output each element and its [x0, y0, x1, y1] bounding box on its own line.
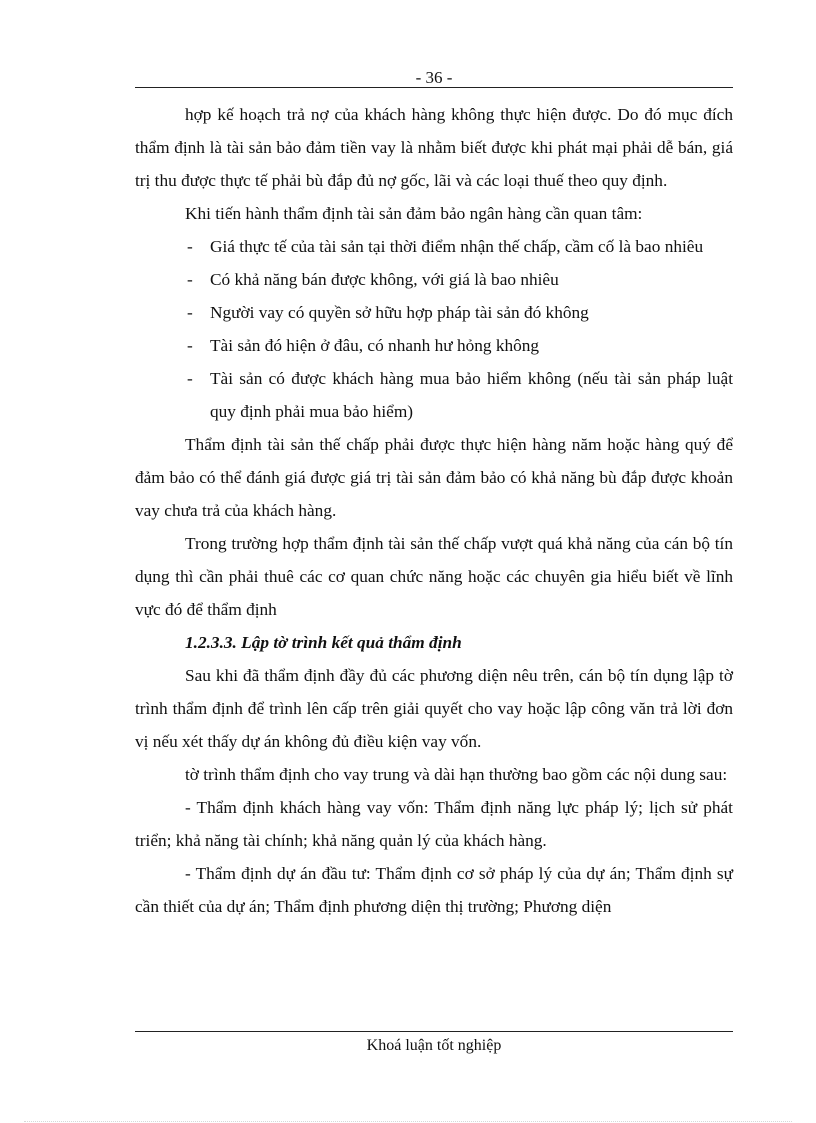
page-edge [24, 1121, 792, 1122]
list-item [135, 296, 733, 329]
list-item-text: Có khả năng bán được không, với giá là bao nhiêu [210, 270, 559, 289]
list-item [135, 329, 733, 362]
bullet-marker: - [187, 369, 193, 388]
paragraph-6: tờ trình thẩm định cho vay trung và dài hạn thường bao gồm các nội dung sau: [185, 765, 728, 784]
page-number: - 36 - [415, 68, 453, 87]
paragraph-4: Trong trường hợp thẩm định tài sản thế chấp vượt quá khả năng của cán bộ tín dụng thì cần phải thuê các cơ quan chức năng hoặc các chuyên gia hiểu biết về lĩnh vực đó để thẩm định [135, 534, 733, 619]
list-item-text: Tài sản có được khách hàng mua bảo hiểm không (nếu tài sản pháp luật quy định phải mua bảo hiểm) [210, 369, 733, 421]
paragraph-7: - Thẩm định khách hàng vay vốn: Thẩm định năng lực pháp lý; lịch sử phát triển; khả năng tài chính; khả năng quản lý của khách hàng. [135, 798, 733, 850]
list-item-text: Người vay có quyền sở hữu hợp pháp tài sản đó không [210, 303, 589, 322]
bullet-marker: - [187, 336, 193, 355]
footer-text: Khoá luận tốt nghiệp [366, 1037, 502, 1054]
section-heading: 1.2.3.3. Lập tờ trình kết quả thẩm định [185, 633, 462, 652]
bullet-marker: - [187, 270, 193, 289]
list-item-text: Tài sản đó hiện ở đâu, có nhanh hư hỏng không [210, 336, 540, 355]
list-item [135, 230, 733, 263]
list-item-text: Giá thực tế của tài sản tại thời điểm nhận thế chấp, cầm cố là bao nhiêu [210, 237, 704, 256]
header-rule [135, 87, 733, 88]
paragraph-2: Khi tiến hành thẩm định tài sản đảm bảo ngân hàng cần quan tâm: [185, 204, 643, 223]
paragraph-1: hợp kế hoạch trả nợ của khách hàng không thực hiện được. Do đó mục đích thẩm định là tài sản bảo đảm tiền vay là nhằm biết được khi phát mại phải dễ bán, giá trị thu được thực tế phải bù đắp đủ nợ gốc, lãi và các loại thuế theo quy định. [135, 105, 733, 190]
page-body [135, 98, 733, 923]
paragraph-3: Thẩm định tài sản thế chấp phải được thực hiện hàng năm hoặc hàng quý để đảm bảo có thể đánh giá được giá trị tài sản đảm bảo có khả năng bù đắp được khoản vay chưa trả của khách hàng. [135, 435, 733, 520]
list-item [135, 362, 733, 428]
footer-rule [135, 1031, 733, 1032]
bullet-marker: - [187, 303, 193, 322]
list-item [135, 263, 733, 296]
bullet-marker: - [187, 237, 193, 256]
paragraph-8: - Thẩm định dự án đầu tư: Thẩm định cơ sở pháp lý của dự án; Thẩm định sự cần thiết của dự án; Thẩm định phương diện thị trường; Phương diện [135, 864, 733, 916]
paragraph-5: Sau khi đã thẩm định đầy đủ các phương diện nêu trên, cán bộ tín dụng lập tờ trình thẩm định để trình lên cấp trên giải quyết cho vay hoặc lập công văn trả lời đơn vị nếu xét thấy dự án không đủ điều kiện vay vốn. [135, 666, 733, 751]
